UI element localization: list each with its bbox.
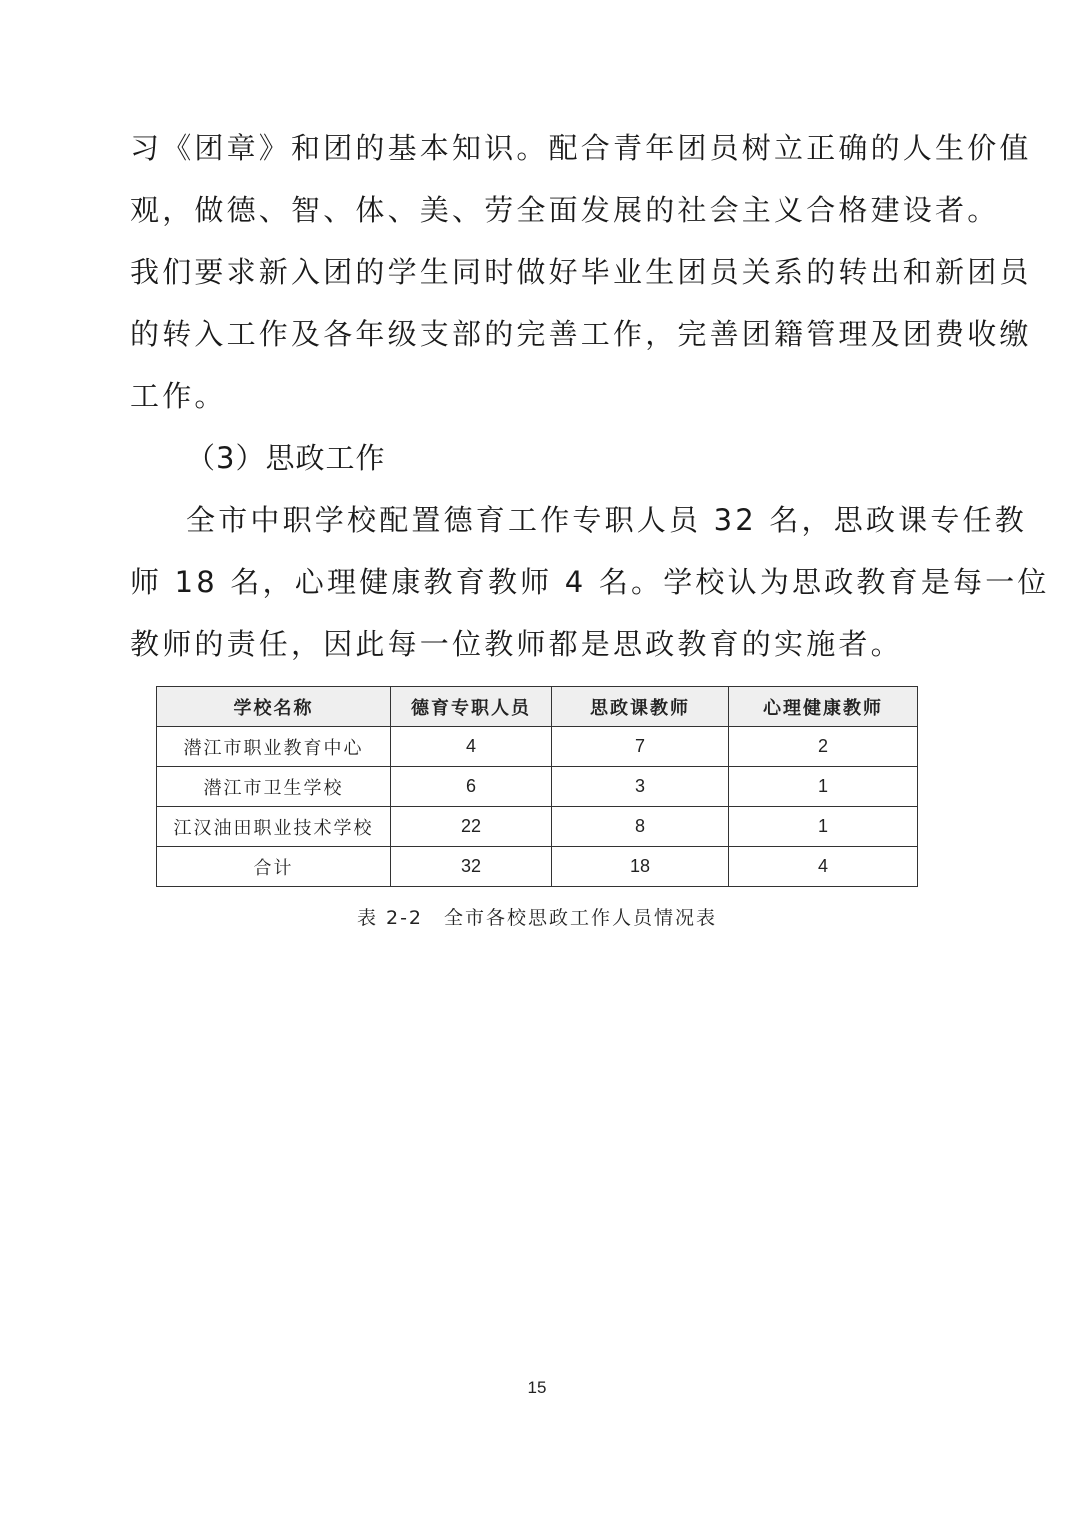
section-heading: （3）思政工作 (186, 441, 386, 475)
table-cell: 32 (391, 847, 552, 887)
table-total-row (157, 847, 918, 887)
column-header: 思政课教师 (552, 687, 729, 727)
column-header: 德育专职人员 (391, 687, 552, 727)
school-name-cell: 潜江市职业教育中心 (157, 727, 391, 767)
table-cell: 18 (552, 847, 729, 887)
paragraph-line: 师 18 名，心理健康教育教师 4 名。学校认为思政教育是每一位 (130, 565, 1050, 599)
table-row (157, 767, 918, 807)
school-name-cell: 江汉油田职业技术学校 (157, 807, 391, 847)
table-cell: 3 (552, 767, 729, 807)
table-cell: 4 (729, 847, 918, 887)
table-row (157, 727, 918, 767)
table-cell: 4 (391, 727, 552, 767)
table-caption: 表 2-2 全市各校思政工作人员情况表 (356, 907, 718, 929)
column-header: 学校名称 (157, 687, 391, 727)
paragraph-line: 的转入工作及各年级支部的完善工作，完善团籍管理及团费收缴 (130, 317, 1032, 351)
column-header: 心理健康教师 (729, 687, 918, 727)
table-cell: 22 (391, 807, 552, 847)
paragraph-line: 教师的责任，因此每一位教师都是思政教育的实施者。 (130, 627, 903, 661)
table-cell: 7 (552, 727, 729, 767)
table-cell: 8 (552, 807, 729, 847)
staff-table (156, 686, 918, 887)
paragraph-line: 我们要求新入团的学生同时做好毕业生团员关系的转出和新团员 (130, 255, 1032, 289)
paragraph-line: 习《团章》和团的基本知识。配合青年团员树立正确的人生价值 (130, 131, 1032, 165)
table-cell: 1 (729, 807, 918, 847)
paragraph-line: 观，做德、智、体、美、劳全面发展的社会主义合格建设者。 (130, 193, 1000, 227)
table-row (157, 807, 918, 847)
paragraph-line: 全市中职学校配置德育工作专职人员 32 名，思政课专任教 (186, 503, 1027, 537)
total-label-cell: 合计 (157, 847, 391, 887)
table-header-row (157, 687, 918, 727)
page-number: 15 (527, 1378, 547, 1397)
school-name-cell: 潜江市卫生学校 (157, 767, 391, 807)
table-cell: 1 (729, 767, 918, 807)
table-cell: 6 (391, 767, 552, 807)
table-cell: 2 (729, 727, 918, 767)
paragraph-line: 工作。 (130, 379, 227, 413)
